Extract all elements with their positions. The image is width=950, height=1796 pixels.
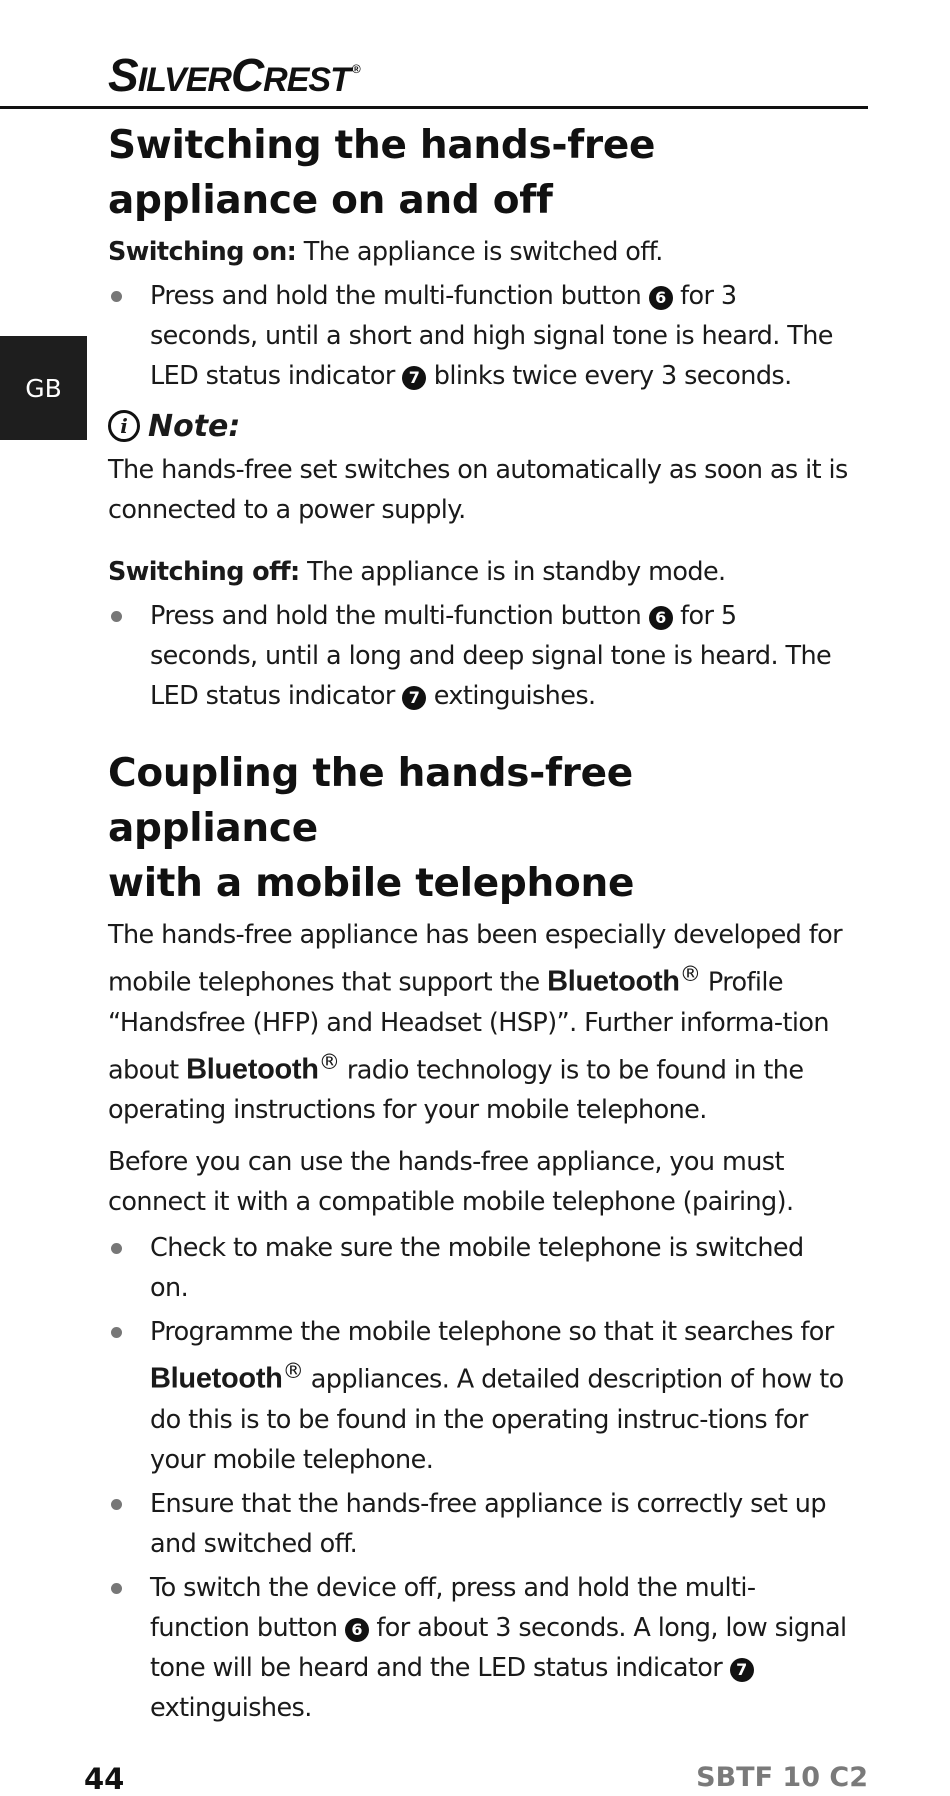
switching-off-paragraph: Switching off: The appliance is in standby mode. [108,557,726,587]
list-item: Check to make sure the mobile telephone is switched on. [108,1228,848,1308]
switching-off-list [108,596,848,716]
language-tab: GB [0,336,87,440]
section-title-switching: Switching the hands-free appliance on and off [108,123,656,223]
list-item: Press and hold the multi-function button 6 for 5 seconds, until a long and deep signal tone is heard. The LED status indicator 7 extinguishes. [108,596,848,716]
coupling-paragraph-2: Before you can use the hands-free appliance, you must connect it with a compatible mobile telephone (pairing). [108,1147,794,1217]
note-text: The hands-free set switches on automatically as soon as it is connected to a power supply. [108,455,848,525]
list-item: Press and hold the multi-function button 6 for 3 seconds, until a short and high signal tone is heard. The LED status indicator 7 blinks twice every 3 seconds. [108,276,848,396]
list-item: Ensure that the hands-free appliance is correctly set up and switched off. [108,1484,848,1564]
info-icon: i [108,410,140,442]
list-item: Programme the mobile telephone so that it searches for Bluetooth® appliances. A detailed description of how to do this is to be found in the operating instruc-tions for your mobile telephone. [108,1312,848,1480]
callout-number: 6 [649,606,673,630]
header-rule [0,106,868,109]
brand-logo: SILVERCREST ® [108,49,360,101]
switching-on-paragraph: Switching on: The appliance is switched off. [108,237,663,267]
switching-on-list [108,276,848,396]
coupling-paragraph-1: The hands-free appliance has been especially developed for mobile telephones that support the Bluetooth® Profile “Handsfree (HFP) and Headset (HSP)”. Further informa-tion about Bluetooth® radio technology is to be found in the operating instructions for your mobile telephone. [108,920,843,1125]
callout-number: 7 [402,366,426,390]
list-item: To switch the device off, press and hold the multi-function button 6 for about 3 seconds. A long, low signal tone will be heard and the LED status indicator 7 extinguishes. [108,1568,848,1728]
callout-number: 6 [649,286,673,310]
callout-number: 6 [345,1618,369,1642]
section-title-coupling: Coupling the hands-free appliance with a mobile telephone [108,751,635,906]
callout-number: 7 [402,686,426,710]
coupling-list [108,1228,848,1728]
page-content [108,118,848,1728]
note-title: Note: [148,408,241,444]
model-number: SBTF 10 C2 [696,1762,868,1793]
note-heading [108,402,848,450]
page-number: 44 [84,1762,125,1796]
callout-number: 7 [730,1658,754,1682]
